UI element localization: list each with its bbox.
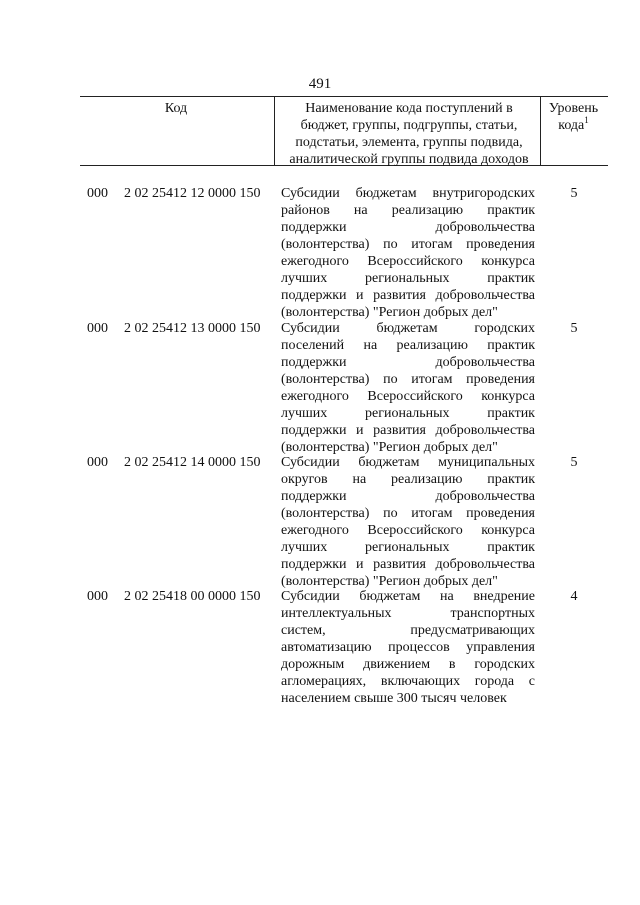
description-line: ежегодного Всероссийского конкурса [281,389,535,404]
code-level: 5 [570,455,578,470]
description-line: лучших региональных практик [281,271,535,286]
description-line: поддержки и развития добровольчества [281,288,535,303]
revenue-description [281,588,535,707]
code-level: 4 [570,589,578,604]
description-line: ежегодного Всероссийского конкурса [281,523,535,538]
admin-code: 000 [87,455,108,470]
admin-code: 000 [87,589,108,604]
description-line: (волонтерства) по итогам проведения [281,506,535,521]
footnote-marker: 1 [584,115,589,125]
description-line: (волонтерства) по итогам проведения [281,372,535,387]
description-line: поддержки добровольчества [281,489,535,504]
revenue-description [281,454,535,590]
description-line: Субсидии бюджетам городских [281,321,535,336]
description-line: районов на реализацию практик [281,203,535,218]
revenue-code: 2 02 25412 12 0000 150 [124,186,261,201]
column-header-level [541,100,606,134]
description-line: поселений на реализацию практик [281,338,535,353]
admin-code: 000 [87,321,108,336]
column-header-code: Код [164,101,188,116]
revenue-description [281,185,535,321]
header-divider-left [274,96,275,166]
revenue-description [281,320,535,456]
description-line: (волонтерства) по итогам проведения [281,237,535,252]
description-line: автоматизацию процессов управления [281,640,535,655]
description-line: дорожным движением в городских [281,657,535,672]
column-header-level-line2 [541,117,606,134]
page-number: 491 [308,76,332,92]
column-header-name-line: аналитической группы подвида доходов [289,152,529,167]
description-line: поддержки добровольчества [281,220,535,235]
revenue-code: 2 02 25418 00 0000 150 [124,589,261,604]
description-line: ежегодного Всероссийского конкурса [281,254,535,269]
code-level: 5 [570,321,578,336]
admin-code: 000 [87,186,108,201]
description-line: округов на реализацию практик [281,472,535,487]
table-top-rule [80,96,608,97]
description-line: агломерациях, включающих города с [281,674,535,689]
column-header-name-line: Наименование кода поступлений в [305,101,513,116]
column-header-level-line1: Уровень [548,101,599,116]
description-line: Субсидии бюджетам на внедрение [281,589,535,604]
description-line: Субсидии бюджетам муниципальных [281,455,535,470]
column-header-name [279,100,539,168]
description-line: систем, предусматривающих [281,623,535,638]
column-header-name-line: бюджет, группы, подгруппы, статьи, [300,118,518,133]
description-line: населением свыше 300 тысяч человек [281,691,507,706]
column-header-name-line: подстатьи, элемента, группы подвида, [295,135,523,150]
description-line: лучших региональных практик [281,406,535,421]
description-line: поддержки и развития добровольчества [281,557,535,572]
description-line: поддержки добровольчества [281,355,535,370]
column-header-level-text: кода [558,118,585,133]
description-line: (волонтерства) "Регион добрых дел" [281,305,498,320]
description-line: поддержки и развития добровольчества [281,423,535,438]
description-line: (волонтерства) "Регион добрых дел" [281,440,498,455]
code-level: 5 [570,186,578,201]
revenue-code: 2 02 25412 14 0000 150 [124,455,261,470]
description-line: (волонтерства) "Регион добрых дел" [281,574,498,589]
revenue-code: 2 02 25412 13 0000 150 [124,321,261,336]
description-line: лучших региональных практик [281,540,535,555]
description-line: Субсидии бюджетам внутригородских [281,186,535,201]
description-line: интеллектуальных транспортных [281,606,535,621]
